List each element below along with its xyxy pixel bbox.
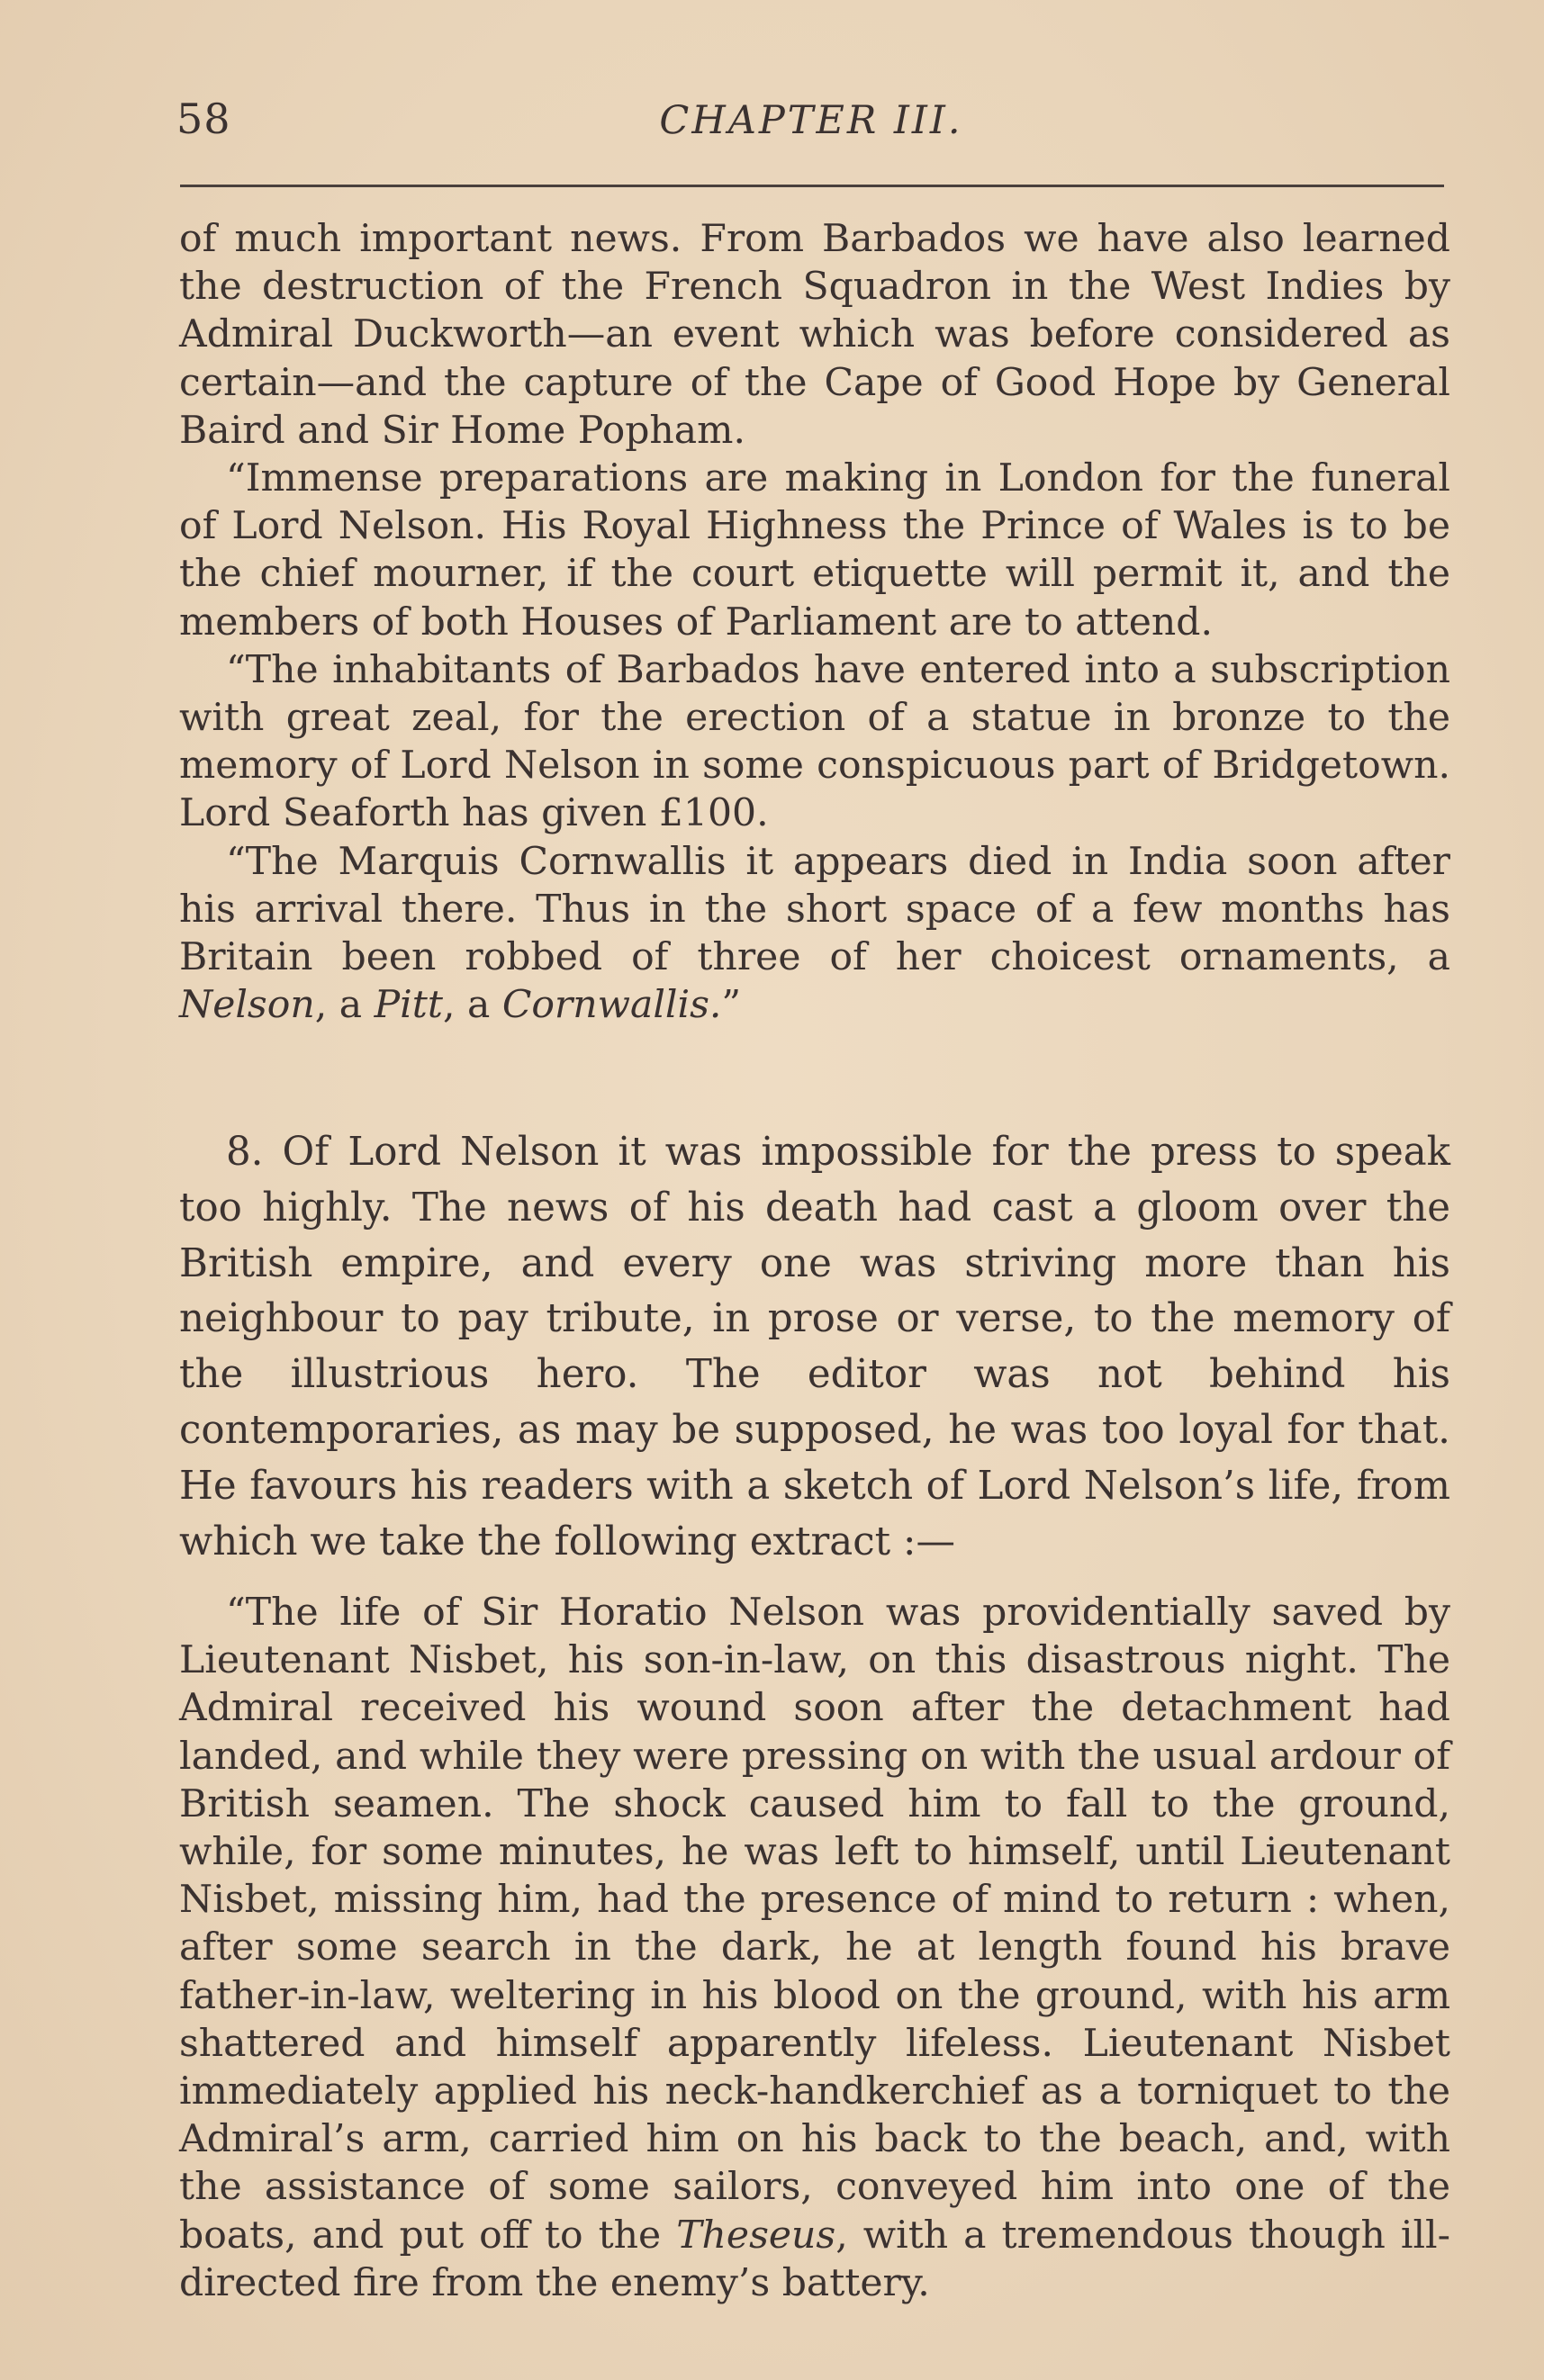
name-pitt: Pitt xyxy=(374,983,443,1028)
ship-name-theseus: Theseus xyxy=(676,2213,836,2258)
running-head: CHAPTER III. xyxy=(659,98,963,143)
nelson-extract-block xyxy=(179,1589,1450,2307)
section-8-block xyxy=(179,1125,1450,1570)
paragraph-nelson-life xyxy=(179,1589,1450,2307)
header-rule xyxy=(180,185,1444,187)
separator: , a xyxy=(442,983,502,1028)
paragraph-cornwallis-text: “The Marquis Cornwallis it appears died in India soon after his arrival there. Thus in the short space of a few months has Britain been robbed of three of her choicest ornaments, a xyxy=(179,839,1450,980)
name-cornwallis: Cornwallis. xyxy=(501,983,722,1028)
paragraph-nelson-life-text: “The life of Sir Horatio Nelson was providentially saved by Lieutenant Nisbet, his son-in-law, on this disastrous night. The Admiral received his wound soon after the detachment had landed, and while they were pressing on with the usual ardour of British seamen. The shock caused him to fall to the ground, while, for some minutes, he was left to himself, until Lieutenant Nisbet, missing him, had the presence of mind to return : when, after some search in the dark, he at length found his brave father-in-law, weltering in his blood on the ground, with his arm shattered and himself apparently lifeless. Lieutenant Nisbet immediately applied his neck-handkerchief as a torniquet to the Admiral’s arm, carried him on his back to the beach, and, with the assistance of some sailors, conveyed him into one of the boats, and put off to the xyxy=(179,1591,1450,2258)
closing-quote: ” xyxy=(721,983,742,1028)
page-number: 58 xyxy=(176,95,231,143)
name-nelson: Nelson xyxy=(179,983,315,1028)
separator: , a xyxy=(314,983,375,1028)
paragraph-news: of much important news. From Barbados we have also learned the destruction of the French Squadron in the West Indies by Admiral Duckworth—an event which was before considered as certain—and the capture of the Cape of Good Hope by General Baird and Sir Home Popham. xyxy=(179,217,1450,453)
paragraph-section-8: 8. Of Lord Nelson it was impossible for the press to speak too highly. The news of his death had cast a gloom over the British empire, and every one was striving more than his neighbour to pay tribute, in prose or verse, to the memory of the illustrious hero. The editor was not behind his contemporaries, as may be supposed, he was too loyal for that. He favours his readers with a sketch of Lord Nelson’s life, from which we take the following extract :— xyxy=(179,1130,1450,1564)
paragraph-statue: “The inhabitants of Barbados have entered into a subscription with great zeal, for the erection of a statue in bronze to the memory of Lord Nelson in some conspicuous part of Bridgetown. Lord Seaforth has given £100. xyxy=(179,647,1450,836)
paragraph-cornwallis xyxy=(179,838,1450,1030)
letter-extract-block xyxy=(179,215,1450,1029)
paragraph-funeral: “Immense preparations are making in London for the funeral of Lord Nelson. His Royal Highness the Prince of Wales is to be the chief mourner, if the court etiquette will permit it, and the members of both Houses of Parliament are to attend. xyxy=(179,456,1450,645)
page-header xyxy=(176,95,1446,158)
paragraph-nelson-life-tail: , with a tremendous though ill-directed fire from the enemy’s battery. xyxy=(179,2213,1450,2305)
